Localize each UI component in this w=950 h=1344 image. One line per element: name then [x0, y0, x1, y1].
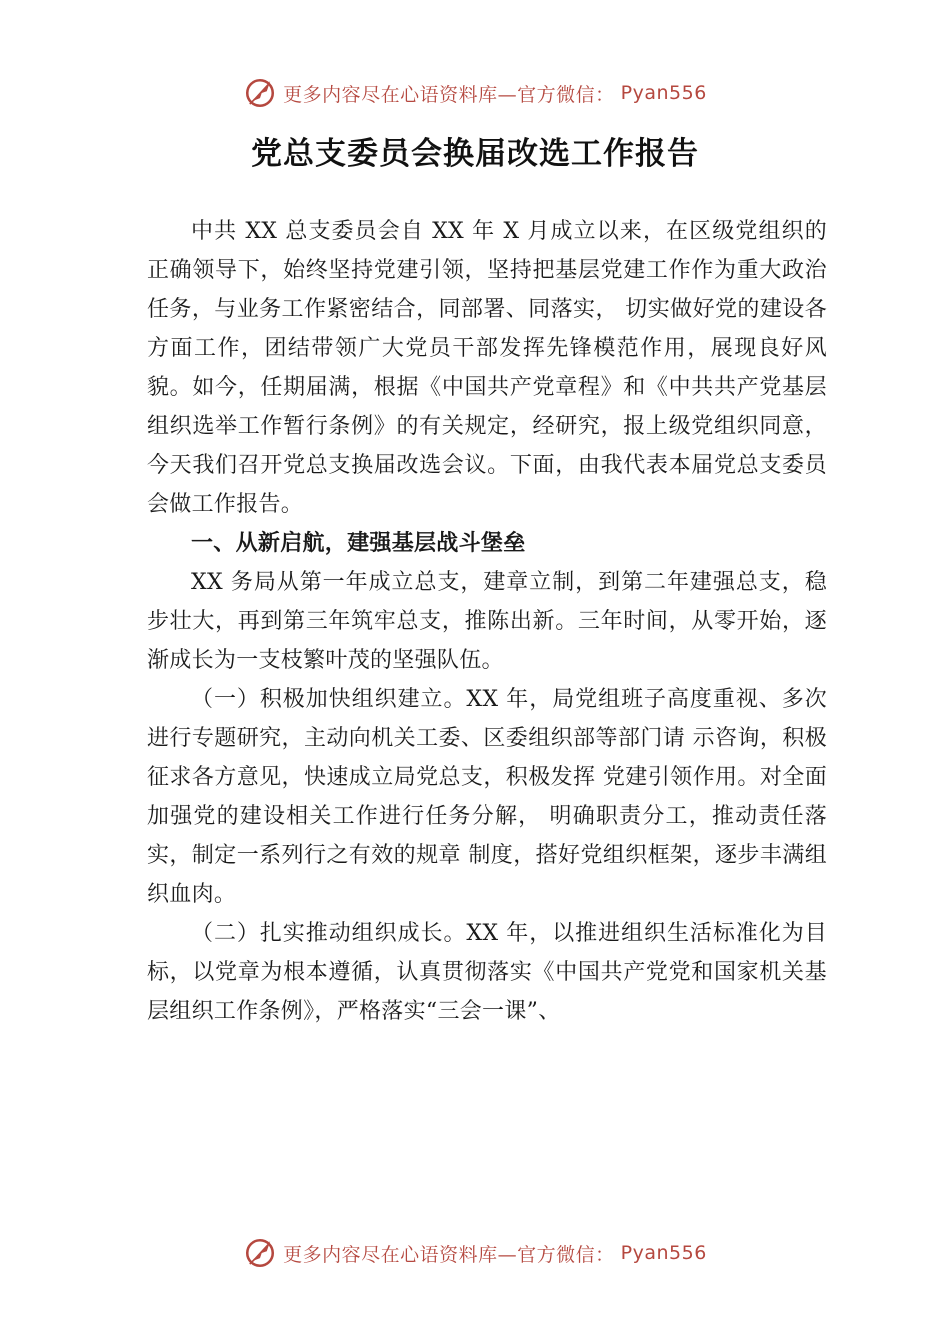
section-heading-1: 一、从新启航，建强基层战斗堡垒: [191, 531, 526, 556]
paragraph-intro: 中共 XX 总支委员会自 XX 年 X 月成立以来，在区级党组织的正确领导下，始终坚持党建引领，坚持把基层党建工作作为重大政治任务，与业务工作紧密结合，同部署、同落实， 切实做好党的建设各方面工作，团结带领广大党员干部发挥先锋模范作用，展现良好风貌。如今，任期届满，根据《中国共产党章程》和《中共共产党基层组织选举工作暂行条例》的有关规定，经研究，报上级党组织同意，今天我们召开党总支换届改选会议。下面，由我代表本届党总支委员会做工作报告。: [147, 219, 827, 517]
watermark-id: Pyan556: [620, 1242, 707, 1264]
quill-logo-icon: [243, 1236, 277, 1270]
paragraph-org-growth: （二）扎实推动组织成长。XX 年，以推进组织生活标准化为目标，以党章为根本遵循，认真贯彻落实《中国共产党党和国家机关基层组织工作条例》，严格落实“三会一课”、: [147, 921, 827, 1024]
paragraph-org-setup: （一）积极加快组织建立。XX 年，局党组班子高度重视、多次进行专题研究，主动向机关工委、区委组织部等部门请 示咨询，积极征求各方意见，快速成立局党总支，积极发挥 党建引领作用。对全面加强党的建设相关工作进行任务分解， 明确职责分工，推动责任落实，制定一系列行之有效的规章 制度，搭好党组织框架，逐步丰满组织血肉。: [147, 687, 827, 907]
watermark-footer: [0, 1236, 950, 1270]
watermark-text: 更多内容尽在心语资料库—官方微信：: [283, 83, 615, 106]
watermark-text: 更多内容尽在心语资料库—官方微信：: [283, 1243, 615, 1266]
quill-logo-icon: [243, 76, 277, 110]
watermark-id: Pyan556: [620, 82, 707, 104]
page-title: 党总支委员会换届改选工作报告: [251, 136, 699, 172]
paragraph-overview: XX 务局从第一年成立总支，建章立制，到第二年建强总支，稳步壮大，再到第三年筑牢总支，推陈出新。三年时间，从零开始，逐渐成长为一支枝繁叶茂的坚强队伍。: [147, 570, 827, 673]
watermark-header: [0, 76, 950, 110]
document-body: [147, 212, 827, 1031]
